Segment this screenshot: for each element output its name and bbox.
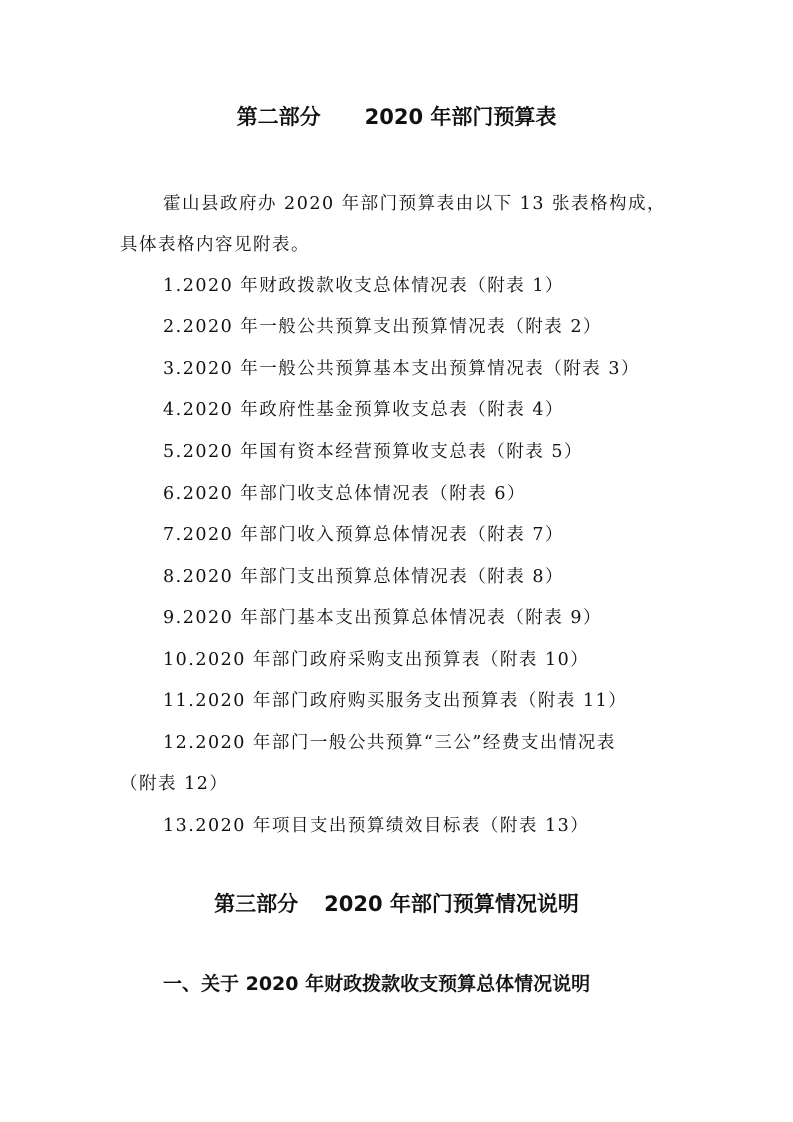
part3-label: 第三部分 (214, 892, 299, 916)
table-list-item-12-continued: （附表 12） (120, 774, 229, 794)
table-list-item-13: 13.2020 年项目支出预算绩效目标表（附表 13） (163, 816, 590, 836)
part3-heading (0, 890, 793, 918)
table-list-item-9: 9.2020 年部门基本支出预算总体情况表（附表 9） (163, 608, 602, 628)
table-list-item-6: 6.2020 年部门收支总体情况表（附表 6） (163, 484, 526, 504)
section1-heading: 一、关于 2020 年财政拨款收支预算总体情况说明 (163, 973, 591, 995)
table-list-item-1: 1.2020 年财政拨款收支总体情况表（附表 1） (163, 276, 564, 296)
table-list-item-11: 11.2020 年部门政府购买服务支出预算表（附表 11） (163, 691, 628, 711)
table-list-item-10: 10.2020 年部门政府采购支出预算表（附表 10） (163, 650, 590, 670)
table-list-item-8: 8.2020 年部门支出预算总体情况表（附表 8） (163, 567, 564, 587)
table-list-item-3: 3.2020 年一般公共预算基本支出预算情况表（附表 3） (163, 359, 640, 379)
table-list-item-7: 7.2020 年部门收入预算总体情况表（附表 7） (163, 525, 564, 545)
part2-label: 第二部分 (236, 105, 321, 129)
table-list-item-5: 5.2020 年国有资本经营预算收支总表（附表 5） (163, 442, 583, 462)
table-list-item-4: 4.2020 年政府性基金预算收支总表（附表 4） (163, 400, 564, 420)
part3-title: 2020 年部门预算情况说明 (324, 892, 579, 916)
part2-heading (0, 103, 793, 131)
intro-paragraph-line2: 具体表格内容见附表。 (120, 235, 310, 255)
part2-title: 2020 年部门预算表 (364, 105, 557, 129)
table-list-item-2: 2.2020 年一般公共预算支出预算情况表（附表 2） (163, 317, 602, 337)
intro-paragraph-line1: 霍山县政府办 2020 年部门预算表由以下 13 张表格构成， (163, 194, 667, 214)
table-list-item-12: 12.2020 年部门一般公共预算“三公”经费支出情况表 (163, 733, 616, 753)
